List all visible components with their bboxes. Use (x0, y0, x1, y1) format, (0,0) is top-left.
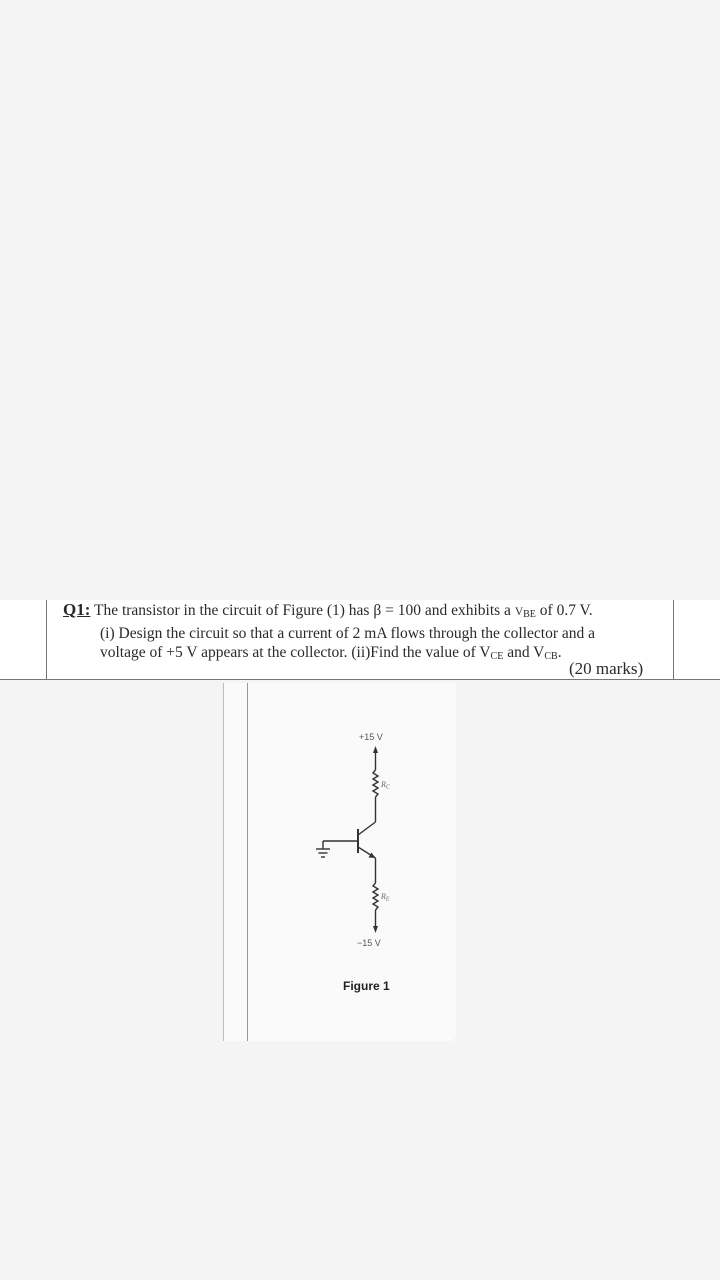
re-resistor (373, 883, 378, 910)
re-label-sub: E (385, 896, 390, 903)
bottom-supply-arrow (373, 926, 378, 933)
figure-caption: Figure 1 (343, 979, 390, 993)
rc-resistor (373, 770, 378, 797)
re-label (380, 892, 390, 903)
question-line2: (i) Design the circuit so that a current of 2 mA flows through the collector and a (100, 625, 595, 642)
vcb-subscript: CB (544, 651, 558, 662)
transistor-collector-lead (358, 822, 376, 835)
re-label-main: R (381, 892, 386, 901)
question-line3-end: . (557, 644, 562, 661)
rc-label (380, 780, 391, 791)
top-supply-arrow (373, 746, 378, 753)
question-line1-start: The transistor in the circuit of Figure (1) has β = 100 and exhibits a (90, 602, 515, 619)
question-line3-mid: and V (503, 644, 545, 661)
rc-label-main: R (381, 780, 386, 789)
rc-label-sub: C (385, 784, 390, 791)
emitter-arrow (369, 853, 376, 859)
top-supply-label: +15 V (359, 732, 383, 742)
bottom-supply-label: −15 V (357, 938, 381, 948)
question-label: Q1: (63, 600, 91, 619)
vbe-symbol: V (514, 606, 524, 618)
vbe-subscript: BE (523, 609, 536, 620)
marks-label: (20 marks) (569, 659, 644, 678)
question-line3-start: voltage of +5 V appears at the collector. (ii)Find the value of V (100, 644, 491, 661)
question-line1-end: of 0.7 V. (535, 602, 593, 619)
vce-subscript: CE (490, 651, 504, 662)
